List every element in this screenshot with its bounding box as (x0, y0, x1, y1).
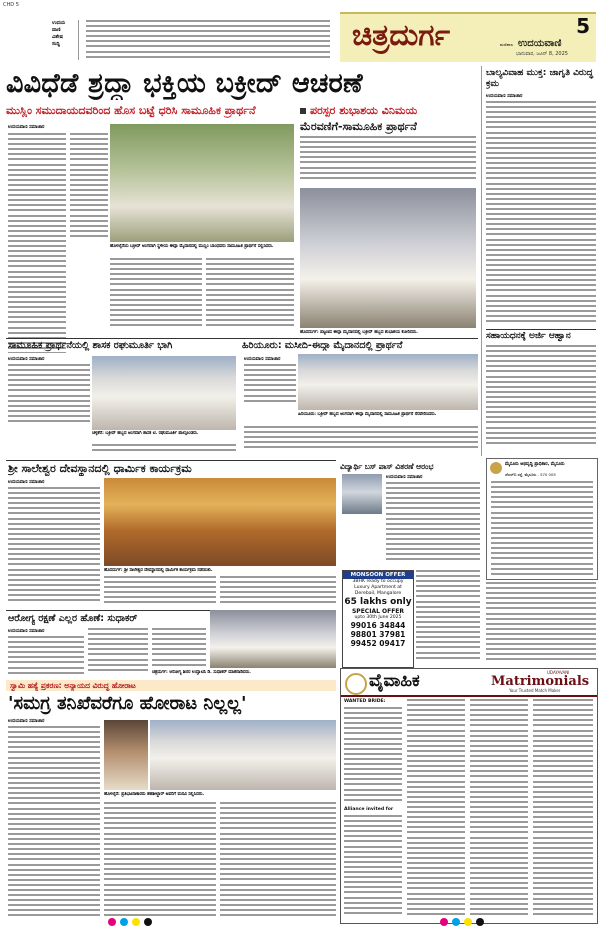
prayer-caption: ಚಳ್ಳಕೆರೆ: ಬಕ್ರೀದ್ ಹಬ್ಬದ ಅಂಗವಾಗಿ ಶಾಸಕ ಟಿ. ರಘುಮೂರ್ತಿ ಪಾಲ್ಗೊಂಡರು. (92, 431, 199, 436)
lead-subhead-right: ಪರಸ್ಪರ ಶುಭಾಶಯ ವಿನಿಮಯ (310, 104, 418, 117)
registration-mark (476, 918, 484, 926)
matrimonial-rings-icon (345, 673, 367, 695)
top-brief-text (86, 20, 330, 62)
lead-second-head: ಮೆರವಣಿಗೆ-ಸಾಮೂಹಿಕ ಪ್ರಾರ್ಥನೆ (300, 120, 417, 133)
protest-caption: ಹೊಳಲ್ಕೆರೆ: ಪ್ರತಿಭಟನಾಕಾರರು ತಹಶೀಲ್ದಾರ್ ಅವರಿಗೆ ಮನವಿ ಸಲ್ಲಿಸಿದರು. (104, 792, 205, 797)
bus-headline: ವಿದ್ಯಾರ್ಥಿ ಬಸ್ ಪಾಸ್ ವಿತರಣೆ ಆರಂಭ (340, 462, 434, 471)
health-headline: ಆರೋಗ್ಯ ರಕ್ಷಣೆ ಎಲ್ಲರ ಹೊಣೆ: ಸುಧಾಕರ್ (8, 613, 138, 624)
temple-byline: ಉದಯವಾಣಿ ಸಮಾಚಾರ (8, 480, 45, 485)
temple-headline: ಶ್ರೀ ಸಾಲೇಶ್ವರ ದೇವಸ್ಥಾನದಲ್ಲಿ ಧಾರ್ಮಿಕ ಕಾರ್ಯಕ್ರಮ (8, 462, 192, 475)
matrimonial-col-1 (344, 699, 402, 919)
right-mid-rule (486, 329, 596, 330)
matrimonial-tagline: Your Trusted Match Maker (509, 688, 561, 693)
lead-photo-2 (300, 188, 476, 328)
side-label-box (52, 20, 79, 60)
realestate-special: SPECIAL OFFER (351, 608, 405, 615)
realestate-phone: 99016 34844 (350, 621, 406, 630)
row2-rule (6, 338, 478, 339)
paper-name: ಉದಯವಾಣಿ (518, 38, 562, 49)
realestate-phone: 98801 37981 (350, 630, 406, 639)
right-top-headline: ಬಾಲ್ಯವಿವಾಹ ಮುಕ್ತ: ಜಾಗೃತಿ ವಿರುದ್ಧ ಕ್ರಮ (486, 68, 594, 89)
subhead-separator (300, 108, 306, 114)
realestate-tag: MONSOON OFFER (343, 571, 413, 579)
prayer-photo (92, 356, 236, 430)
matrimonial-col-4 (533, 699, 593, 919)
bus-photo (342, 474, 382, 514)
health-caption: ಚಿತ್ರದುರ್ಗ: ಆರೋಗ್ಯ ಶಿಬಿರ ಉದ್ಘಾಟಿಸಿ ಡಿ. ಸುಧಾಕರ್ ಮಾತನಾಡಿದರು. (152, 670, 251, 675)
lead-photo-1-caption: ಹೊಳಲ್ಕೆರೆಯ ಬಕ್ರೀದ್ ಅಂಗವಾಗಿ ಸ್ಥಳೀಯ ಈದ್ಗಾ ಮೈದಾನದಲ್ಲಿ ಮುಸ್ಲಿಂ ಬಾಂಧವರು ಸಾಮೂಹಿಕ ಪ್ರಾರ್ಥನೆ ಸಲ್ಲಿಸಿದರು. (110, 244, 274, 249)
mysuru-ad (486, 458, 598, 580)
lead-body-col3 (110, 258, 202, 332)
bus-body-2 (416, 570, 480, 664)
date-line: ಭಾನುವಾರ, ಜೂನ್ 8, 2025 (516, 51, 568, 57)
prayer-body-2 (92, 444, 236, 454)
hiriyur-headline: ಹಿರಿಯೂರು: ಮಸೀದಿ-ಈದ್ಗಾ ಮೈದಾನದಲ್ಲಿ ಪ್ರಾರ್ಥನೆ (242, 340, 403, 351)
right-top-byline: ಉದಯವಾಣಿ ಸಮಾಚಾರ (486, 94, 523, 99)
registration-mark (464, 918, 472, 926)
right-top-body (486, 101, 596, 327)
temple-body-1 (8, 487, 100, 605)
temple-rule (6, 460, 336, 461)
alliance-label: Alliance invited for (344, 807, 394, 812)
realestate-line2: Luxury Apartment at (354, 585, 402, 590)
right-column-divider (481, 66, 482, 456)
lead-body-col5 (300, 136, 476, 184)
side-label-line: ವಾಣಿ (52, 27, 61, 33)
realestate-ad (342, 570, 414, 668)
wanted-bride-label: WANTED BRIDE: (344, 699, 386, 704)
prayer-headline: ಸಾಮೂಹಿಕ ಪ್ರಾರ್ಥನೆಯಲ್ಲಿ ಶಾಸಕ ರಘುಮೂರ್ತಿ ಭಾಗಿ (8, 340, 173, 351)
registration-mark (440, 918, 448, 926)
matrimonial-kannada-title: ವೈವಾಹಿಕ (369, 671, 420, 691)
bus-body (386, 482, 480, 566)
protest-body-3 (220, 802, 336, 922)
hiriyur-photo (298, 354, 478, 410)
temple-photo (104, 478, 336, 566)
top-strip (0, 0, 600, 66)
realestate-line1: 3BHK ready to occupy (352, 579, 404, 584)
matrimonial-col-3 (470, 699, 528, 919)
side-label-line: ಸುದ್ದಿ (52, 41, 60, 47)
lead-headline: ವಿವಿಧೆಡೆ ಶ್ರದ್ಧಾ ಭಕ್ತಿಯ ಬಕ್ರೀದ್ ಆಚರಣೆ (6, 68, 363, 99)
hiriyur-body-2 (244, 426, 478, 456)
registration-mark (144, 918, 152, 926)
lead-body-col2 (70, 133, 108, 243)
lead-photo-1 (110, 124, 294, 242)
realestate-line3: Derebail, Mangalore (354, 591, 402, 596)
registration-mark (108, 918, 116, 926)
protest-kicker: ಸ್ವಾಮಿ ಹತ್ಯೆ ಪ್ರಕರಣ: ಅನ್ಯಾಯದ ವಿರುದ್ಧ ಹೋರಾಟ (10, 681, 136, 690)
temple-body-2 (104, 576, 216, 606)
section-title: ಚಿತ್ರದುರ್ಗ (352, 18, 451, 53)
hiriyur-byline: ಉದಯವಾಣಿ ಸಮಾಚಾರ (244, 357, 281, 362)
mysuru-ad-emblem (490, 462, 502, 474)
health-body-3 (152, 628, 206, 668)
side-label-line: ಉದಯ (52, 20, 66, 26)
matrimonial-col-1-text (344, 707, 402, 803)
protest-body-2 (104, 802, 216, 922)
mysuru-ad-org: ಮೈಸೂರು ಅಭಿವೃದ್ಧಿ ಪ್ರಾಧಿಕಾರ, ಮೈಸೂರು (505, 462, 565, 467)
matrimonial-brand: UDAYAVANI (547, 670, 570, 675)
bus-byline: ಉದಯವಾಣಿ ಸಮಾಚಾರ (386, 475, 423, 480)
protest-photo (150, 720, 336, 790)
temple-body-3 (220, 576, 336, 606)
realestate-phone: 99452 09417 (350, 639, 406, 648)
prayer-body (8, 364, 90, 424)
side-label-line: ವಿಶೇಷ (52, 34, 64, 40)
right-lower-body (486, 582, 596, 664)
lead-body-col4 (206, 258, 294, 332)
hiriyur-caption: ಹಿರಿಯೂರು: ಬಕ್ರೀದ್ ಹಬ್ಬದ ಅಂಗವಾಗಿ ಈದ್ಗಾ ಮೈದಾನದಲ್ಲಿ ಸಾಮೂಹಿಕ ಪ್ರಾರ್ಥನೆ ನೆರವೇರಿಸಿದರು. (298, 412, 437, 417)
matrimonial-col-2 (407, 699, 465, 919)
page-number: 5 (576, 14, 590, 38)
registration-mark (452, 918, 460, 926)
realestate-special-sub: upto 30th June 2025 (354, 615, 402, 620)
matrimonial-banner (341, 669, 597, 697)
matrimonial-col-1-text-2 (344, 815, 402, 919)
protest-headline: 'ಸಮಗ್ರ ತನಿಖೆವರೆಗೂ ಹೋರಾಟ ನಿಲ್ಲಲ್ಲ' (8, 693, 247, 714)
health-photo (210, 610, 336, 668)
right-mid-body (486, 345, 596, 451)
health-body-1 (8, 636, 84, 676)
mysuru-ad-body (491, 481, 593, 575)
prayer-byline: ಉದಯವಾಣಿ ಸಮಾಚಾರ (8, 357, 45, 362)
lead-body-col1 (8, 133, 66, 353)
matrimonial-english-title: Matrimonials (491, 674, 590, 689)
health-body-2 (88, 628, 148, 676)
health-byline: ಉದಯವಾಣಿ ಸಮಾಚಾರ (8, 629, 45, 634)
masthead (340, 12, 596, 62)
temple-caption: ಹೊಸದುರ್ಗ: ಶ್ರೀ ಸಾಲೇಶ್ವರ ದೇವಸ್ಥಾನದಲ್ಲಿ ಧಾರ್ಮಿಕ ಕಾರ್ಯಕ್ರಮ ನಡೆಯಿತು. (104, 568, 213, 573)
registration-mark (132, 918, 140, 926)
lead-photo-2-caption: ಹೊಸದುರ್ಗ: ಪಟ್ಟಣದ ಈದ್ಗಾ ಮೈದಾನದಲ್ಲಿ ಬಕ್ರೀದ್ ಹಬ್ಬದ ಶುಭಾಶಯ ಕೋರಿದರು. (300, 330, 418, 335)
right-mid-headline: ಸಹಾಯಧನಕ್ಕೆ ಅರ್ಜಿ ಆಹ್ವಾನ (486, 331, 571, 341)
protest-photo-small (104, 720, 148, 790)
edition-prefix: ಮಣಿಪಾಲ (500, 42, 514, 47)
page-code: CHD 5 (3, 2, 19, 8)
lead-subhead-left: ಮುಸ್ಲಿಂ ಸಮುದಾಯದವರಿಂದ ಹೊಸ ಬಟ್ಟೆ ಧರಿಸಿ ಸಾಮೂಹಿಕ ಪ್ರಾರ್ಥನೆ (6, 104, 256, 117)
hiriyur-body (244, 364, 296, 404)
protest-byline: ಉದಯವಾಣಿ ಸಮಾಚಾರ (8, 719, 45, 724)
mysuru-ad-sub: ಜೆಎಲ್‌ಬಿ ರಸ್ತೆ, ಮೈಸೂರು - 570 005 (505, 472, 556, 477)
protest-body-1 (8, 726, 100, 922)
matrimonial-section (340, 668, 598, 924)
realestate-price: 65 lakhs only (344, 597, 412, 607)
registration-mark (120, 918, 128, 926)
lead-byline: ಉದಯವಾಣಿ ಸಮಾಚಾರ (8, 125, 45, 130)
